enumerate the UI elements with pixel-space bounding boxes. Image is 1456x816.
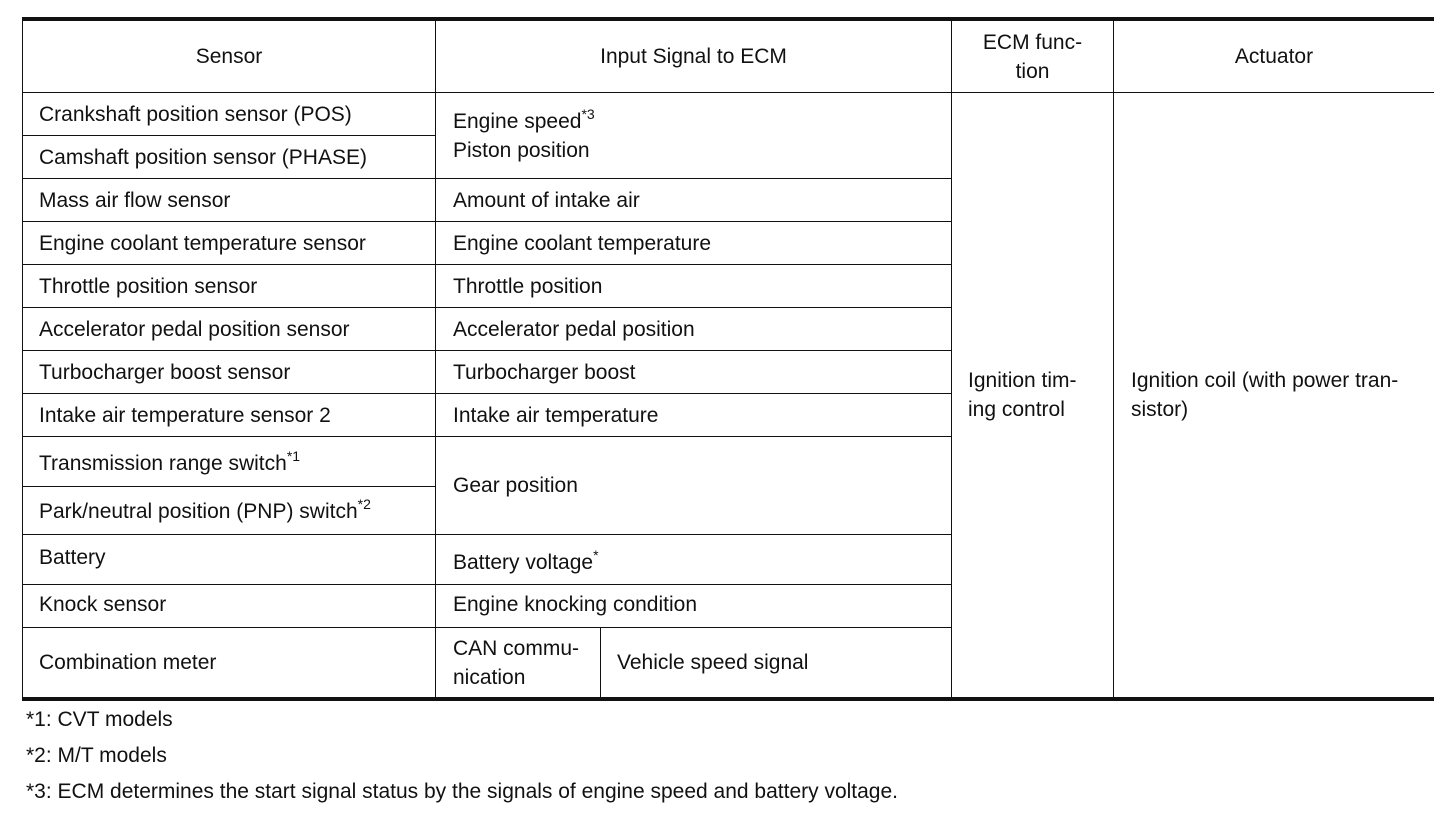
- ecm-function-cell: Ignition tim- ing control: [968, 369, 1077, 421]
- sensor-cell: Knock sensor: [39, 592, 167, 616]
- sensor-cell: Engine coolant temperature sensor: [39, 231, 366, 255]
- signal-cell: Battery voltage*: [453, 546, 599, 574]
- header-ecm-function: ECM func- tion: [982, 30, 1083, 83]
- sensor-cell: Transmission range switch$^{*1}$: [39, 447, 301, 475]
- signal-cell: Intake air temperature: [453, 403, 659, 427]
- row-rule: [22, 486, 436, 487]
- signal-cell: Gear position: [453, 474, 578, 497]
- col-divider-can: [600, 627, 601, 698]
- sensor-cell: Battery: [39, 545, 106, 569]
- footnote-ref: *3: [581, 106, 595, 122]
- table-bottom-rule: [22, 697, 1434, 701]
- sensor-cell: Throttle position sensor: [39, 274, 258, 298]
- signal-cell: Engine speed$^{*3}$ Piston position: [453, 106, 595, 162]
- sensor-cell: Camshaft position sensor (PHASE): [39, 145, 367, 169]
- header-input-signal: Input Signal to ECM: [600, 45, 787, 68]
- sensor-cell: Intake air temperature sensor 2: [39, 403, 331, 427]
- signal-cell: Engine knocking condition: [453, 592, 698, 616]
- signal-cell: Accelerator pedal position: [453, 317, 695, 341]
- vehicle-speed-signal-cell: Vehicle speed signal: [617, 651, 809, 674]
- signal-cell: Throttle position: [453, 274, 603, 298]
- footnote: *3: ECM determines the start signal status by the signals of engine speed and battery voltage.: [26, 780, 899, 803]
- col-divider-1: [22, 21, 23, 698]
- header-sensor: Sensor: [195, 45, 263, 68]
- footnote-ref: *: [593, 546, 599, 563]
- sensor-cell: Combination meter: [39, 651, 217, 674]
- signal-cell: Turbocharger boost: [453, 360, 636, 384]
- sensor-cell: Park/neutral position (PNP) switch$^{*2}$: [39, 496, 371, 523]
- sensor-cell: Accelerator pedal position sensor: [39, 317, 350, 341]
- footnote: *1: CVT models: [26, 708, 173, 731]
- col-divider-2: [435, 21, 436, 698]
- signal-cell: Amount of intake air: [453, 188, 640, 212]
- actuator-cell: Ignition coil (with power tran- sistor): [1131, 369, 1399, 421]
- signal-cell: Engine coolant temperature: [453, 231, 711, 255]
- col-divider-4: [1113, 21, 1114, 698]
- sensor-cell: Turbocharger boost sensor: [39, 360, 291, 384]
- footnote: *2: M/T models: [26, 744, 167, 767]
- footnote-ref: *2: [357, 496, 371, 512]
- col-divider-3: [951, 21, 952, 698]
- sensor-cell: Crankshaft position sensor (POS): [39, 102, 352, 126]
- header-actuator: Actuator: [1234, 45, 1314, 68]
- sensor-cell: Mass air flow sensor: [39, 188, 231, 212]
- can-communication-cell: CAN commu- nication: [453, 636, 580, 689]
- footnote-ref: *1: [286, 447, 301, 464]
